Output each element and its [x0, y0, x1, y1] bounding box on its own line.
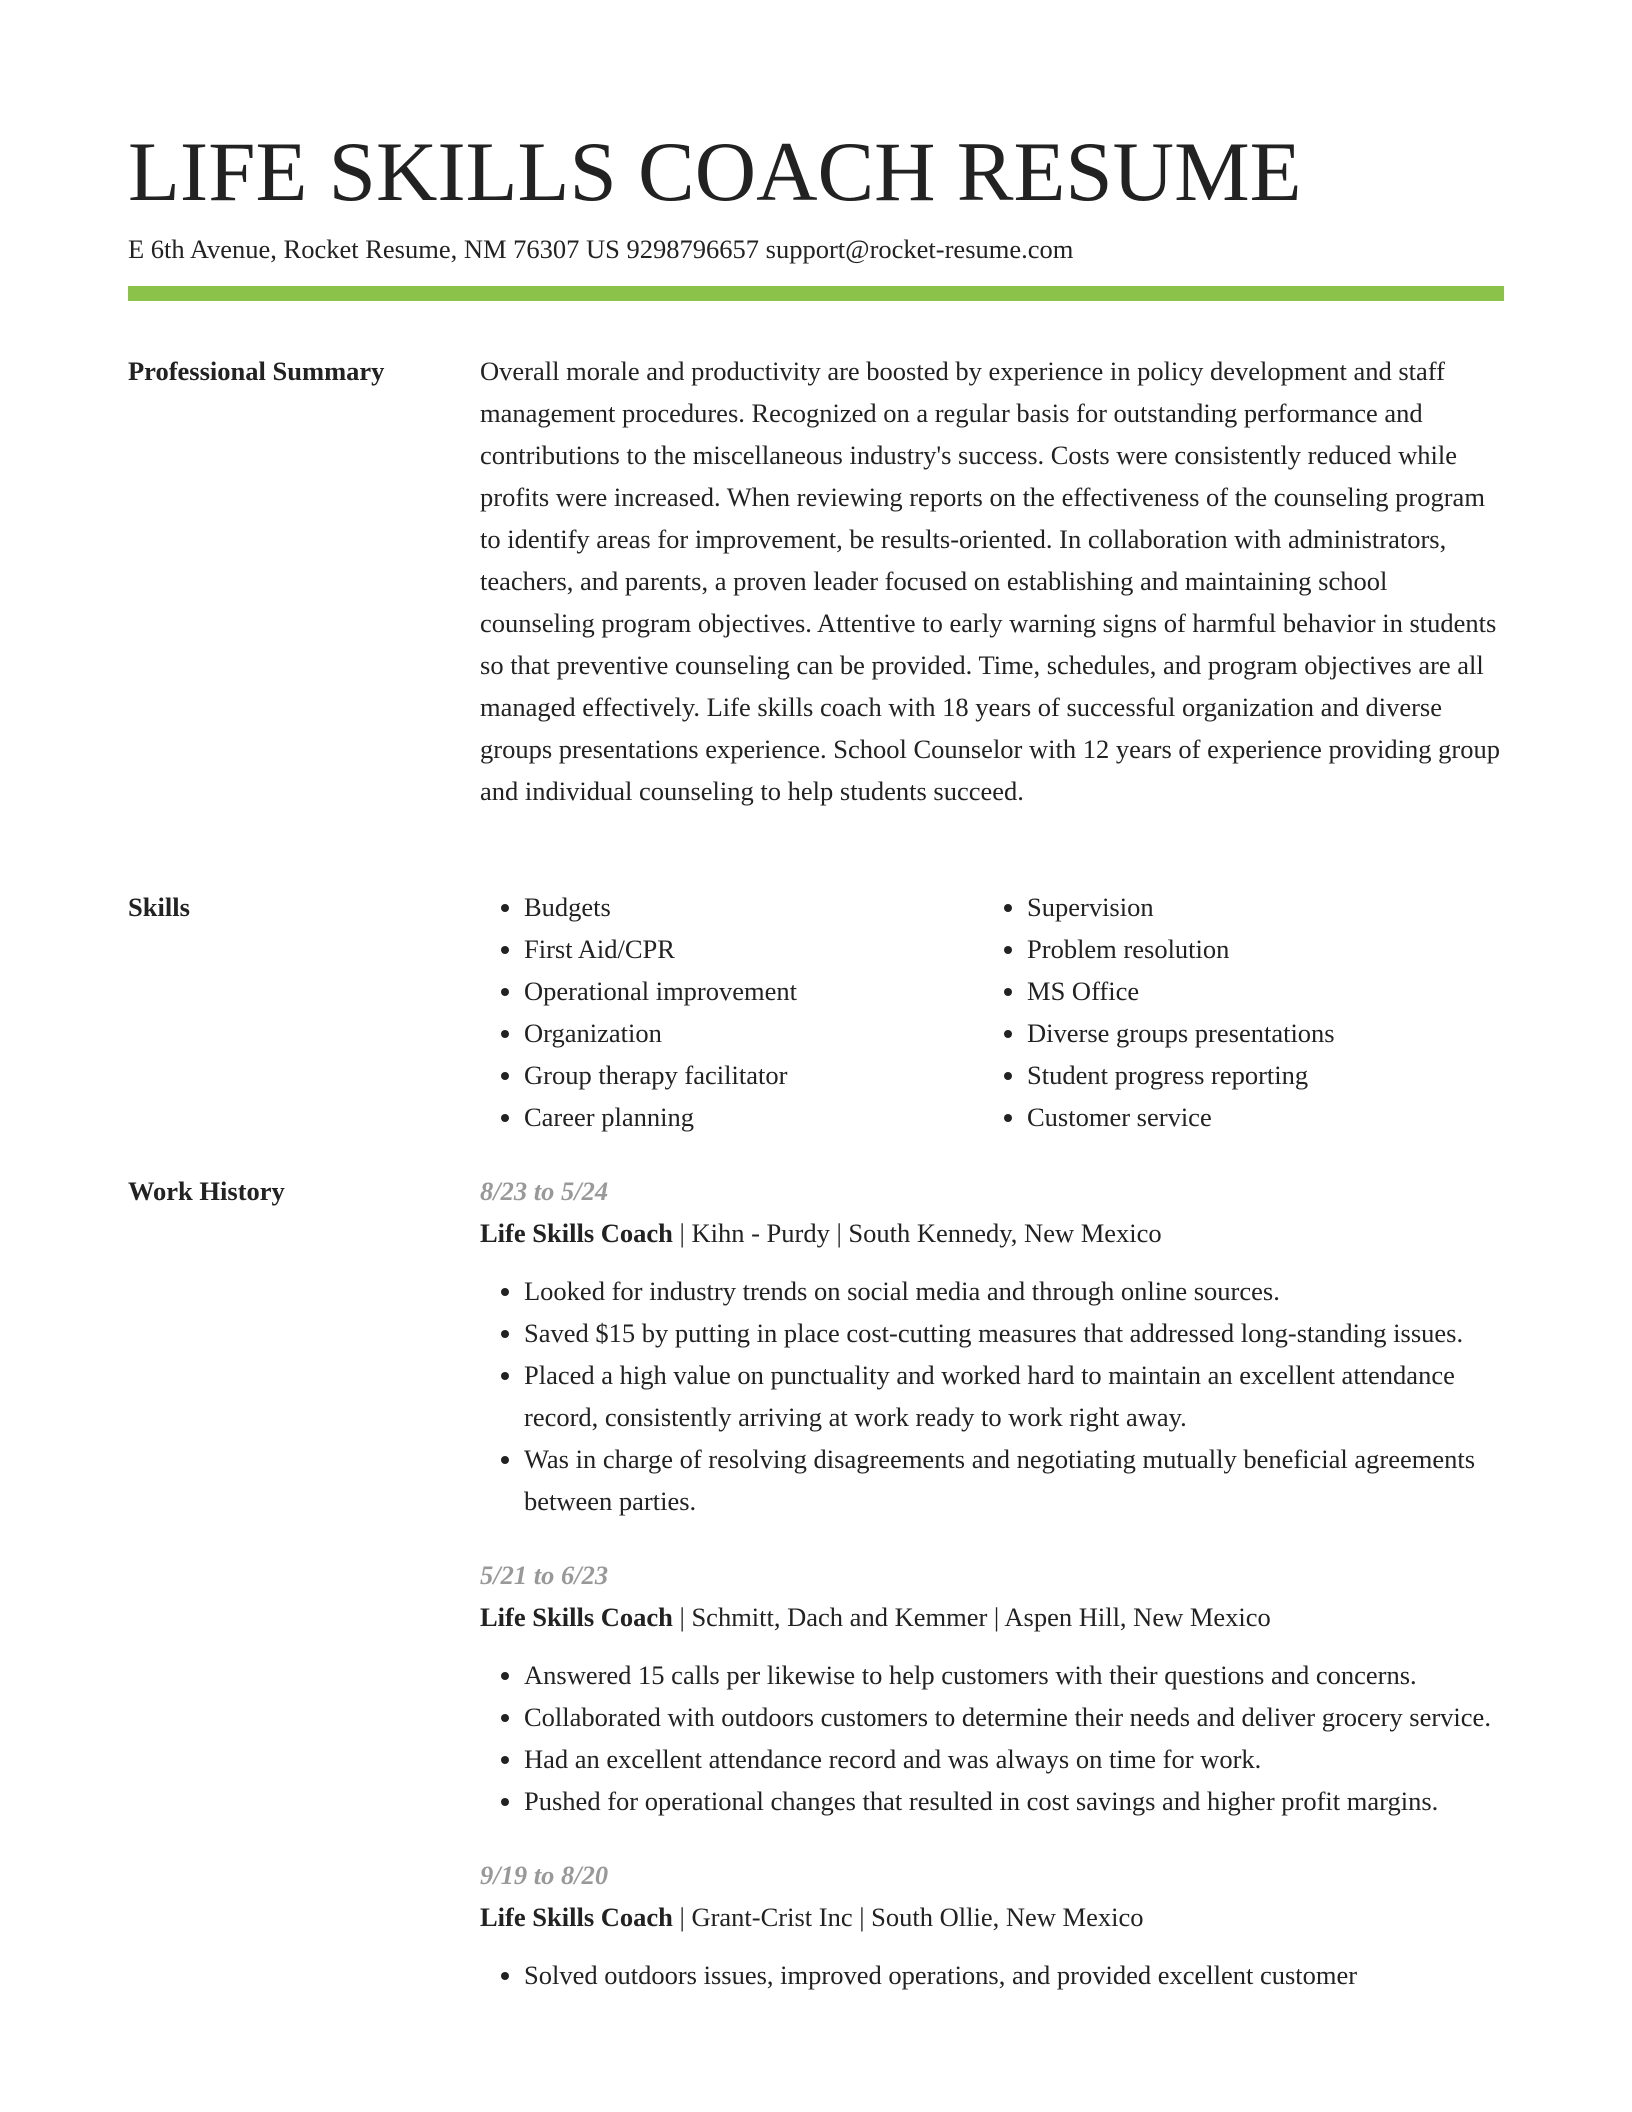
job-bullet: • Solved outdoors issues, improved operations, and provided excellent customer: [524, 1954, 1506, 1996]
skill-item: • MS Office: [1027, 970, 1486, 1012]
skill-item: • First Aid/CPR: [524, 928, 983, 970]
skill-item: • Problem resolution: [1027, 928, 1486, 970]
skill-item: • Budgets: [524, 886, 983, 928]
job-dates: 8/23 to 5/24: [480, 1176, 609, 1206]
skill-item: • Career planning: [524, 1096, 983, 1138]
job-dates: 9/19 to 8/20: [480, 1860, 609, 1890]
job-bullet: • Saved $15 by putting in place cost-cutting measures that addressed long-standing issues.: [524, 1312, 1506, 1354]
skill-item: • Supervision: [1027, 886, 1486, 928]
summary-section: [128, 350, 1504, 850]
skill-item: • Group therapy facilitator: [524, 1054, 983, 1096]
job-bullet: • Answered 15 calls per likewise to help customers with their questions and concerns.: [524, 1654, 1506, 1696]
section-label-work-history: Work History: [128, 1176, 285, 1206]
job-title-line: [480, 1896, 1506, 1938]
job-bullet: • Placed a high value on punctuality and worked hard to maintain an excellent attendance record, consistently arriving at work ready to work right away.: [524, 1354, 1506, 1438]
skill-item: • Organization: [524, 1012, 983, 1054]
work-history-body: [480, 1170, 1506, 2028]
job-bullet: • Pushed for operational changes that resulted in cost savings and higher profit margins.: [524, 1780, 1506, 1822]
job-bullet: • Had an excellent attendance record and was always on time for work.: [524, 1738, 1506, 1780]
job-title-line: [480, 1596, 1506, 1638]
job-details: | Schmitt, Dach and Kemmer | Aspen Hill, New Mexico: [672, 1602, 1271, 1632]
job-bullet: • Collaborated with outdoors customers to determine their needs and deliver grocery service.: [524, 1696, 1506, 1738]
job-bullet: • Looked for industry trends on social media and through online sources.: [524, 1270, 1506, 1312]
summary-text: Overall morale and productivity are boosted by experience in policy development and staff management procedures. Recognized on a regular basis for outstanding performance and contributions to the miscellaneous industry's success. Costs were consistently reduced while profits were increased. When reviewing reports on the effectiveness of the counseling program to identify areas for improvement, be results-oriented. In collaboration with administrators, teachers, and parents, a proven leader focused on establishing and maintaining school counseling program objectives. Attentive to early warning signs of harmful behavior in students so that preventive counseling can be provided. Time, schedules, and program objectives are all managed effectively. Life skills coach with 18 years of successful organization and diverse groups presentations experience. School Counselor with 12 years of experience providing group and individual counseling to help students succeed.: [480, 356, 1500, 806]
job-title-line: [480, 1212, 1506, 1254]
job-bullets: [480, 1654, 1506, 1822]
job-bullet: • Was in charge of resolving disagreements and negotiating mutually beneficial agreements between parties.: [524, 1438, 1506, 1522]
skills-list-right: [983, 886, 1486, 1138]
summary-body: [480, 350, 1506, 812]
skill-item: • Operational improvement: [524, 970, 983, 1012]
job-entry: [480, 1854, 1506, 1996]
skills-columns: [480, 886, 1506, 1138]
job-bullets: [480, 1954, 1506, 1996]
job-title: Life Skills Coach: [480, 1602, 673, 1632]
job-title: Life Skills Coach: [480, 1218, 673, 1248]
job-details: | Grant-Crist Inc | South Ollie, New Mexico: [672, 1902, 1144, 1932]
work-history-section: [128, 1170, 1504, 2112]
job-entry: [480, 1554, 1506, 1822]
skill-item: • Diverse groups presentations: [1027, 1012, 1486, 1054]
job-bullets: [480, 1270, 1506, 1522]
job-entry: [480, 1170, 1506, 1522]
resume-title: LIFE SKILLS COACH RESUME: [128, 125, 1302, 219]
accent-divider: [128, 286, 1504, 301]
job-title: Life Skills Coach: [480, 1902, 673, 1932]
section-label-summary: Professional Summary: [128, 356, 385, 386]
skills-body: [480, 886, 1506, 1138]
skills-section: [128, 886, 1504, 1146]
job-details: | Kihn - Purdy | South Kennedy, New Mexico: [672, 1218, 1162, 1248]
section-label-skills: Skills: [128, 892, 190, 922]
skill-item: • Customer service: [1027, 1096, 1486, 1138]
skill-item: • Student progress reporting: [1027, 1054, 1486, 1096]
skills-list-left: [480, 886, 983, 1138]
job-dates: 5/21 to 6/23: [480, 1560, 609, 1590]
contact-line: E 6th Avenue, Rocket Resume, NM 76307 US 9298796657 support@rocket-resume.com: [128, 234, 1074, 264]
